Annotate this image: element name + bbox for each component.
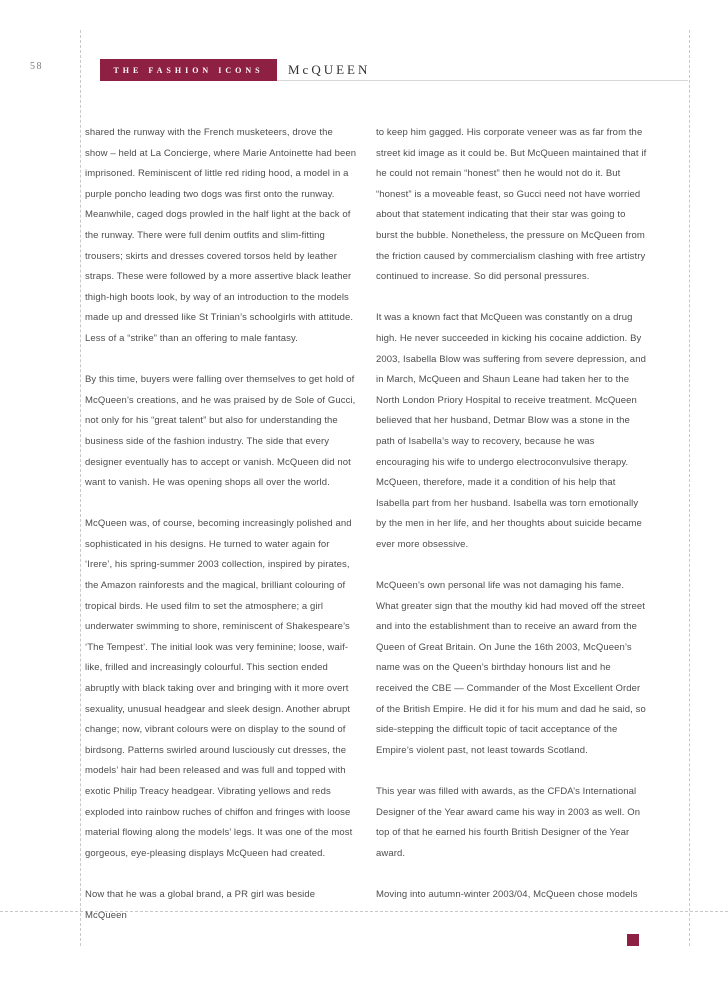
footer-accent-square [627, 934, 639, 946]
paragraph: McQueen’s own personal life was not damaging his fame. What greater sign that the mouthy kid had moved off the street and into the establishment than to receive an award from the Queen of Great Britain. On June the 16th 2003, McQueen’s name was on the Queen’s birthday honours list and he received the CBE — Commander of the Most Excellent Order of the British Empire. He did it for his mum and dad he said, so side-stepping the difficult topic of tacit acceptance of the Empire’s violent past, not least towards Scotland. [376, 580, 646, 756]
column-right [376, 123, 648, 926]
crop-mark-right [689, 30, 690, 946]
paragraph: This year was filled with awards, as the CFDA’s International Designer of the Year award came his way in 2003 as well. On top of that he earned his fourth British Designer of the Year award. [376, 786, 641, 859]
column-left [85, 123, 357, 947]
series-banner-label: THE FASHION ICONS [113, 65, 264, 75]
chapter-title: McQUEEN [288, 62, 371, 77]
paragraph: By this time, buyers were falling over themselves to get hold of McQueen’s creations, and he was praised by de Sole of Gucci, not only for his “great talent” but also for understanding the business side of the fashion industry. The side that every designer eventually has to accept or vanish. McQueen did not want to vanish. He was opening shops all over the world. [85, 374, 356, 489]
page-number: 58 [30, 61, 43, 72]
paragraph: to keep him gagged. His corporate veneer was as far from the street kid image as it could be. But McQueen maintained that if he could not remain “honest” then he would not do it. But “honest” is a moveable feast, so Gucci need not have worried about that statement indicating that their star was going to burst the bubble. Nonetheless, the pressure on McQueen from the friction caused by commercialism clashing with free artistry continued to increase. So did personal pressures. [376, 127, 647, 283]
paragraph: shared the runway with the French musketeers, drove the show – held at La Concierge, where Marie Antoinette had been imprisoned. Reminiscent of little red riding hood, a model in a purple poncho leading two dogs was first onto the runway. Meanwhile, caged dogs prowled in the half light at the back of the runway. There were full denim outfits and slim-fitting trousers; skirts and dresses covered torsos held by leather straps. These were followed by a more assertive black leather thigh-high boots look, by way of an introduction to the models made up and dressed like St Trinian’s schoolgirls with attitude. Less of a “strike” than an offering to male fantasy. [85, 127, 357, 344]
paragraph: McQueen was, of course, becoming increasingly polished and sophisticated in his designs. He turned to water again for ‘Irere’, his spring-summer 2003 collection, inspired by pirates, the Amazon rainforests and the magical, brilliant colouring of tropical birds. He used film to set the atmosphere; a girl underwater swimming to shore, reminiscent of Shakespeare’s ‘The Tempest’. The initial look was very feminine; loose, waif-like, frilled and increasingly colourful. This section ended abruptly with black taking over and bringing with it more overt sexuality, unusual headgear and sleek design. Another abrupt change; now, vibrant colours were on display to the sound of birdsong. Patterns swirled around lusciously cut dresses, the models’ hair had been released and was full and topped with exotic Philip Treacy headgear. Vibrating yellows and reds exploded into rainbow ruches of chiffon and fringes with loose material flowing along the models’ legs. It was one of the most gorgeous, eye-pleasing displays McQueen had created. [85, 518, 353, 859]
header-rule [277, 80, 688, 81]
paragraph: It was a known fact that McQueen was constantly on a drug high. He never succeeded in kicking his cocaine addiction. By 2003, Isabella Blow was suffering from severe depression, and in March, McQueen and Shaun Leane had taken her to the North London Priory Hospital to receive treatment. McQueen believed that her husband, Detmar Blow was a stone in the path of Isabella’s way to recovery, because he was encouraging his wife to undergo electroconvulsive therapy. McQueen, therefore, made it a condition of his help that Isabella part from her husband. Isabella was torn emotionally by the men in her life, and her thoughts about suicide became ever more obsessive. [376, 312, 646, 550]
paragraph: Now that he was a global brand, a PR girl was beside McQueen [85, 888, 316, 921]
series-banner [100, 59, 277, 81]
paragraph: Moving into autumn-winter 2003/04, McQueen chose models [376, 888, 638, 900]
crop-mark-left [80, 30, 81, 946]
